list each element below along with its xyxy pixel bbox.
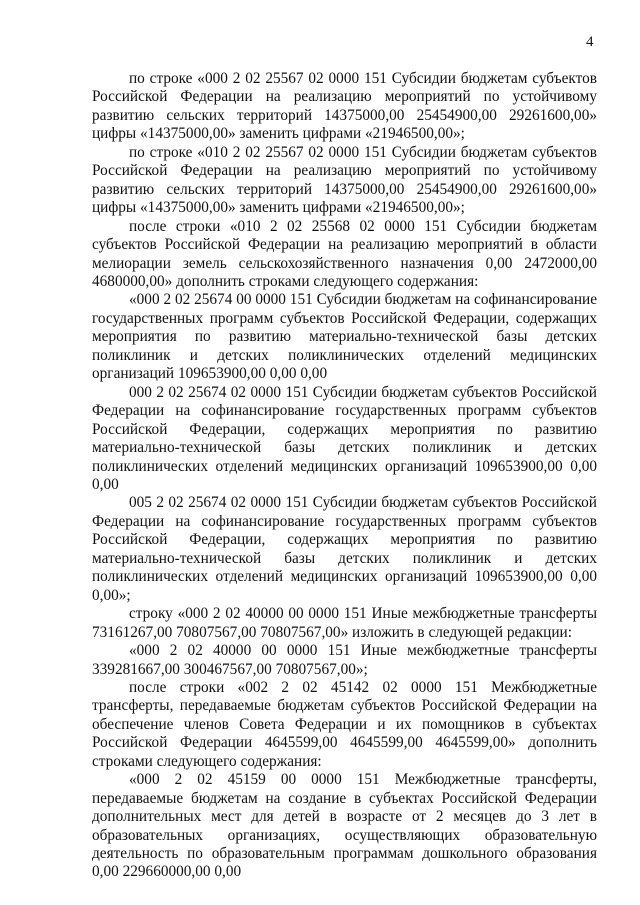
paragraph-after-010-25568: после строки «010 2 02 25568 02 0000 151 Субсидии бюджетам субъектов Российской Федерации на реализацию мероприятий в области мелиорации земель сельскохозяйственного назначения 0,00 2472000,00 4680000,00» дополнить строками следующего содержания:	[92, 217, 597, 290]
document-body	[92, 70, 597, 882]
paragraph-new-40000: «000 2 02 40000 00 0000 151 Иные межбюджетные трансферты 339281667,00 300467567,00 70807567,00»;	[92, 642, 597, 678]
paragraph-subsidy-000-25567: по строке «000 2 02 25567 02 0000 151 Субсидии бюджетам субъектов Российской Федерации на реализацию мероприятий по устойчивому развитию сельских территорий 14375000,00 25454900,00 29261600,00» цифры «14375000,00» заменить цифрами «21946500,00»;	[92, 70, 597, 143]
page-number: 4	[586, 34, 594, 50]
paragraph-new-005-25674-02: 005 2 02 25674 02 0000 151 Субсидии бюджетам субъектов Российской Федерации на софинансирование государственных программ субъектов Российской Федерации, содержащих мероприятия по развитию материально-технической базы детских поликлиник и детских поликлинических отделений медицинских организаций 109653900,00 0,00 0,00»;	[92, 494, 597, 604]
paragraph-subsidy-010-25567: по строке «010 2 02 25567 02 0000 151 Субсидии бюджетам субъектов Российской Федерации на реализацию мероприятий по устойчивому развитию сельских территорий 14375000,00 25454900,00 29261600,00» цифры «14375000,00» заменить цифрами «21946500,00»;	[92, 143, 597, 217]
paragraph-new-000-45159: «000 2 02 45159 00 0000 151 Межбюджетные трансферты, передаваемые бюджетам на создание в субъектах Российской Федерации дополнительных мест для детей в возрасте от 2 месяцев до 3 лет в образовательных организациях, осуществляющих образовательную деятельность по образовательным программам дошкольного образования 0,00 229660000,00 0,00	[92, 771, 597, 881]
paragraph-new-000-25674-02: 000 2 02 25674 02 0000 151 Субсидии бюджетам субъектов Российской Федерации на софинансирование государственных программ субъектов Российской Федерации, содержащих мероприятия по развитию материально-технической базы детских поликлиник и детских поликлинических отделений медицинских организаций 109653900,00 0,00 0,00	[92, 383, 597, 493]
paragraph-replace-40000: строку «000 2 02 40000 00 0000 151 Иные межбюджетные трансферты 73161267,00 70807567,00 70807567,00» изложить в следующей редакции:	[92, 605, 597, 641]
paragraph-new-000-25674-00: «000 2 02 25674 00 0000 151 Субсидии бюджетам на софинансирование государственных программ субъектов Российской Федерации, содержащих мероприятия по развитию материально-технической базы детских поликлиник и детских поликлинических отделений медицинских организаций 109653900,00 0,00 0,00	[92, 291, 597, 383]
paragraph-after-002-45142: после строки «002 2 02 45142 02 0000 151 Межбюджетные трансферты, передаваемые бюджетам субъектов Российской Федерации на обеспечение членов Совета Федерации и их помощников в субъектах Российской Федерации 4645599,00 4645599,00 4645599,00» дополнить строками следующего содержания:	[92, 678, 597, 770]
